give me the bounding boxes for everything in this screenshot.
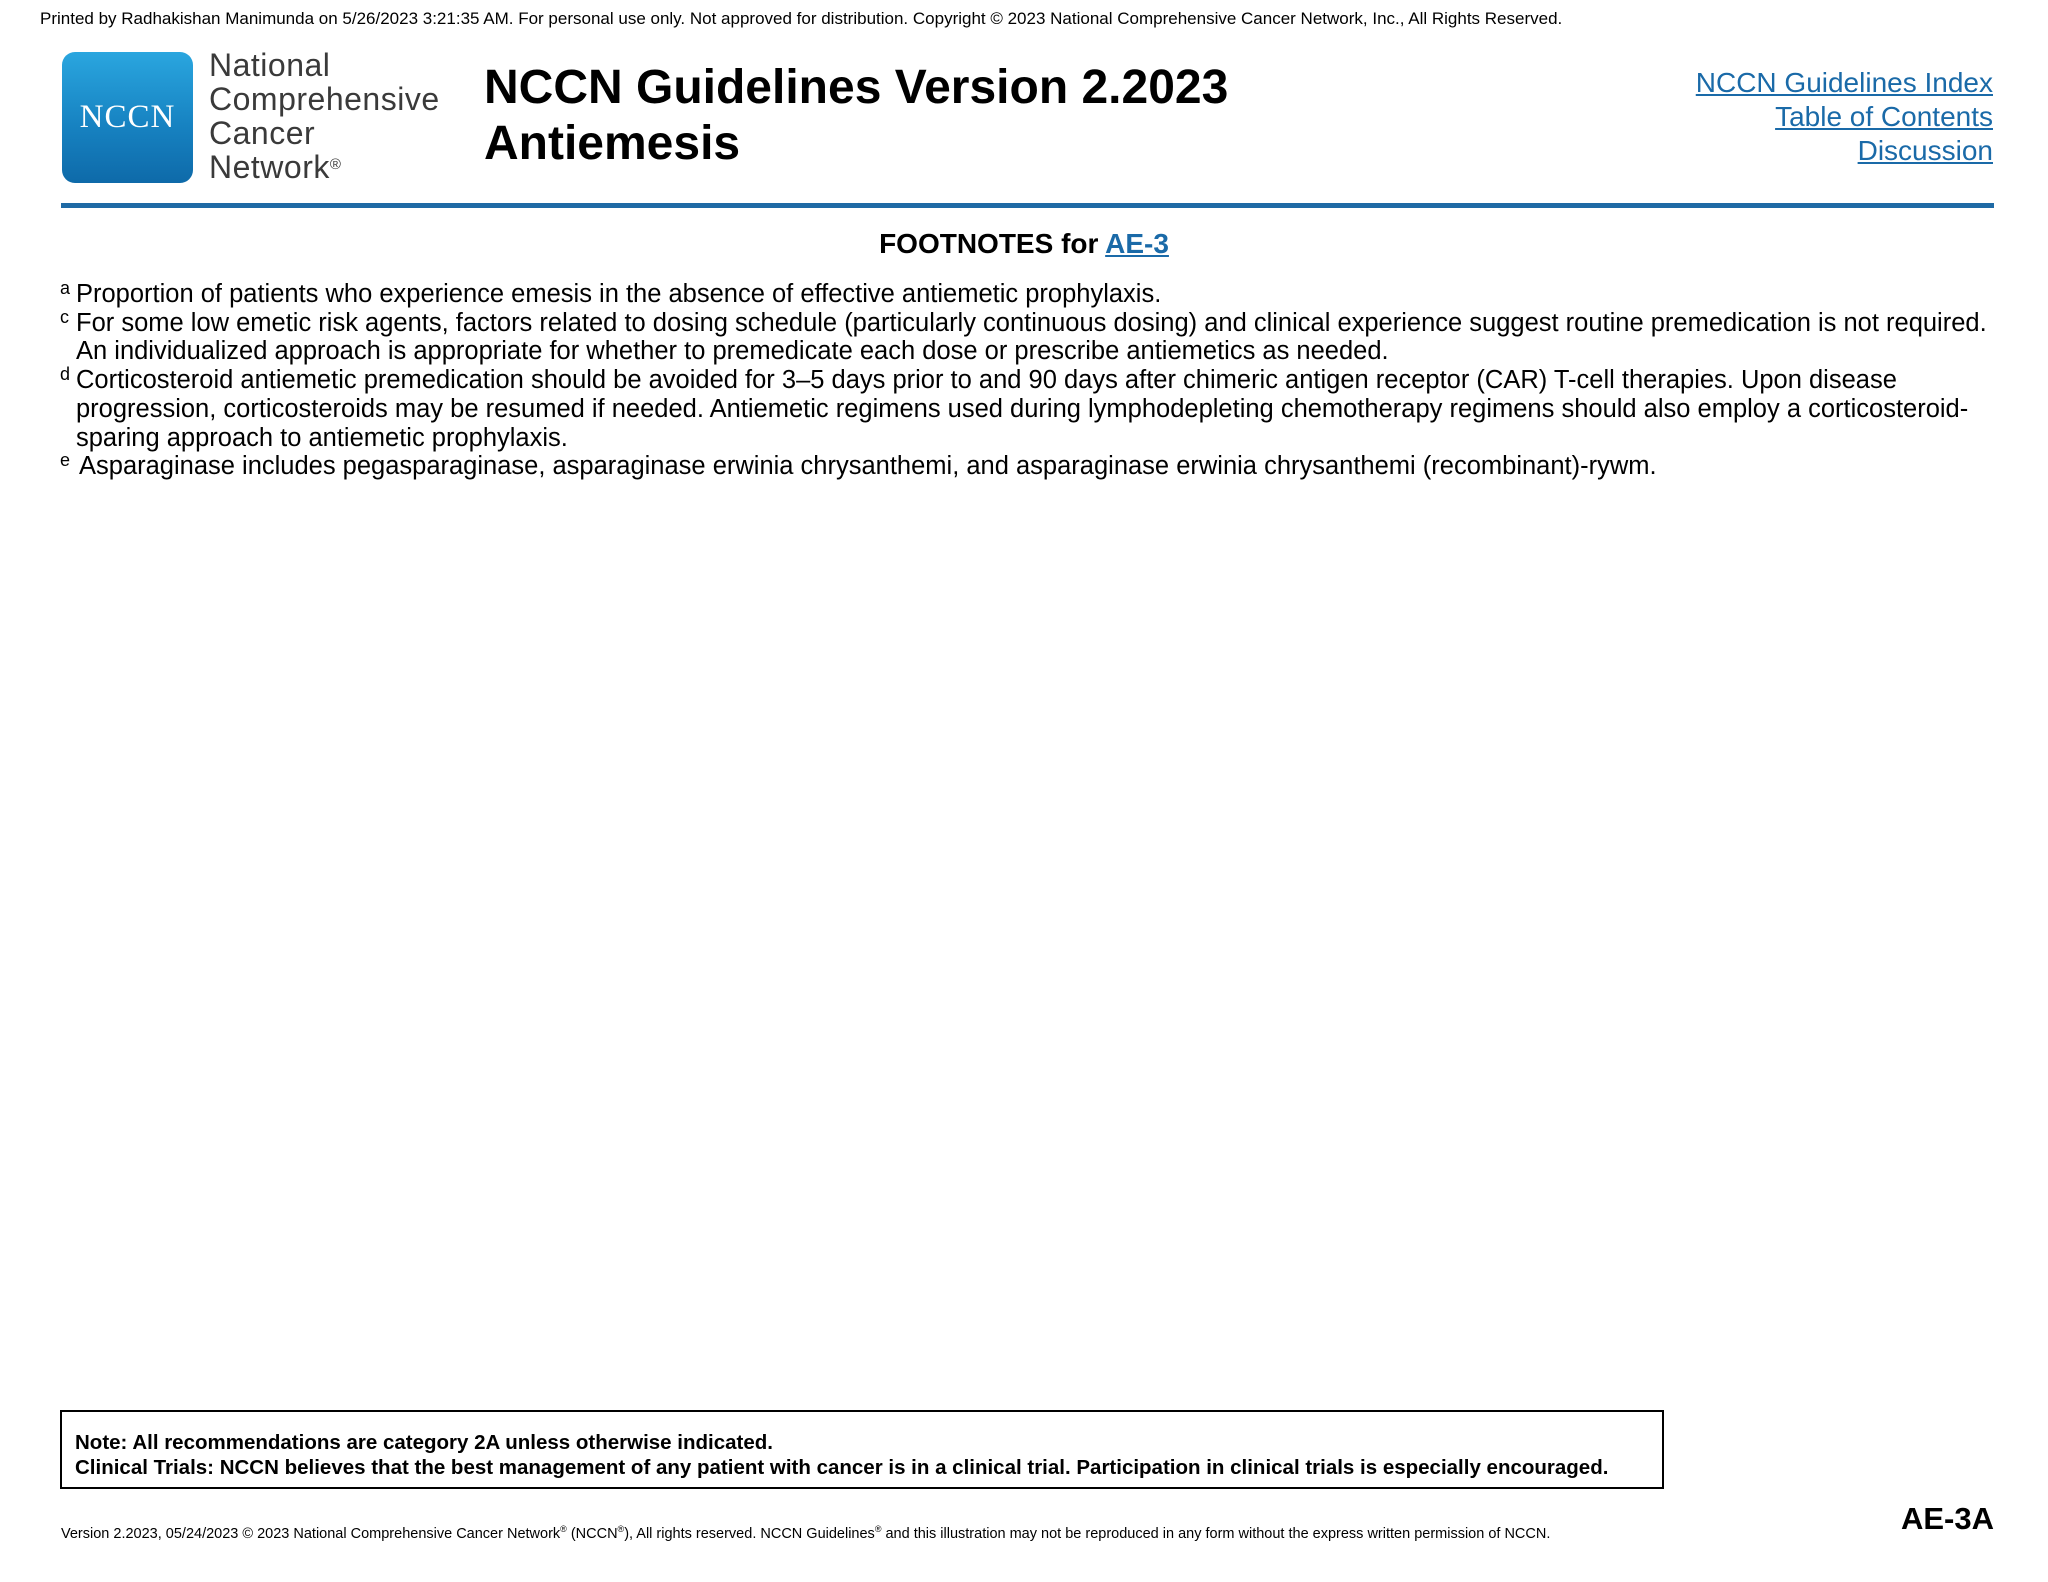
footer-text-part: ), All rights reserved. NCCN Guidelines <box>624 1525 875 1542</box>
recommendation-note-box <box>60 1410 1664 1489</box>
footnote-d <box>60 366 1995 452</box>
footnote-e <box>60 452 1995 481</box>
footnote-text: Asparaginase includes pegasparaginase, asparaginase erwinia chrysanthemi, and asparaginase erwinia chrysanthemi (recombinant)-rywm. <box>79 452 1657 481</box>
footnote-text: For some low emetic risk agents, factors related to dosing schedule (particularly continuous dosing) and clinical experience suggest routine premedication is not required. An individualized approach is appropriate for whether to premedicate each dose or prescribe antiemetics as needed. <box>76 308 1987 366</box>
footnotes-heading <box>0 228 2048 260</box>
logo-name-line-4 <box>209 150 440 184</box>
footnote-marker: d <box>60 364 71 385</box>
header-divider <box>61 203 1994 208</box>
logo-name-line-3: Cancer <box>209 115 316 151</box>
print-notice: Printed by Radhakishan Manimunda on 5/26/2023 3:21:35 AM. For personal use only. Not approved for distribution. Copyright © 2023 National Comprehensive Cancer Network, Inc., All Rights Reserved. <box>40 9 1563 28</box>
page-identifier: AE-3A <box>1900 1501 1994 1536</box>
registered-mark: ® <box>874 1524 882 1534</box>
footnotes-heading-prefix: FOOTNOTES for <box>879 228 1106 259</box>
footnote-a <box>60 280 1995 309</box>
footer-text-part: (NCCN <box>566 1525 618 1542</box>
logo-name-line-1: National <box>209 47 331 83</box>
registered-mark: ® <box>329 156 342 173</box>
footer-text-part: and this illustration may not be reproduced in any form without the express written permission of NCCN. <box>881 1525 1551 1542</box>
guideline-topic-title: Antiemesis <box>484 117 741 170</box>
clinical-trials-note: Clinical Trials: NCCN believes that the best management of any patient with cancer is in a clinical trial. Participation in clinical trials is especially encouraged. <box>75 1456 1609 1479</box>
logo-organization-name <box>209 48 440 184</box>
nccn-logo <box>62 52 193 183</box>
footer-copyright <box>61 1524 1550 1542</box>
ae-3-link[interactable]: AE-3 <box>1105 228 1169 259</box>
registered-mark: ® <box>560 1524 567 1534</box>
footnote-text: Corticosteroid antiemetic premedication should be avoided for 3–5 days prior to and 90 days after chimeric antigen receptor (CAR) T-cell therapies. Upon disease progression, corticosteroids may be resumed if needed. Antiemetic regimens used during lymphodepleting chemotherapy regimens should also employ a corticosteroid-sparing approach to antiemetic prophylaxis. <box>76 366 1969 452</box>
guideline-nav <box>1696 66 1993 168</box>
footnote-marker: c <box>60 306 69 327</box>
guidelines-index-link[interactable]: NCCN Guidelines Index <box>1695 67 1993 98</box>
guidelines-version-title: NCCN Guidelines Version 2.2023 <box>484 61 1229 114</box>
footnote-c <box>60 306 1995 366</box>
footnotes-list <box>60 280 1995 481</box>
discussion-link[interactable]: Discussion <box>1857 135 1993 166</box>
page-title <box>484 60 1228 172</box>
logo-abbreviation: NCCN <box>79 99 176 135</box>
footnote-marker: a <box>60 278 71 298</box>
logo-name-line-2: Comprehensive <box>209 81 440 117</box>
registered-mark: ® <box>617 1524 625 1534</box>
footnote-marker: e <box>60 450 71 471</box>
footnote-text: Proportion of patients who experience emesis in the absence of effective antiemetic prophylaxis. <box>76 280 1162 308</box>
table-of-contents-link[interactable]: Table of Contents <box>1775 101 1993 132</box>
category-note: Note: All recommendations are category 2A unless otherwise indicated. <box>75 1431 773 1454</box>
logo-name-network: Network <box>209 149 330 185</box>
footer-text-part: Version 2.2023, 05/24/2023 © 2023 National Comprehensive Cancer Network <box>61 1525 561 1542</box>
